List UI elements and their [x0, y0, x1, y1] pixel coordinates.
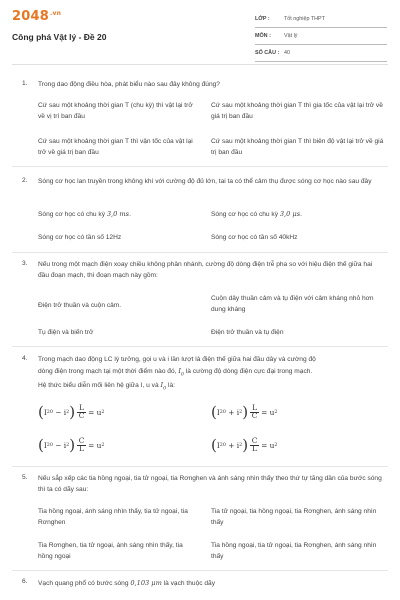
answer-option-d[interactable]: Điện trở thuần và tụ điện [211, 329, 284, 336]
answer-option-c[interactable]: ( I 2 0 − i 2 ) $\frac{C}{L}$ = u 2 [38, 435, 105, 454]
question-number: 3. [22, 260, 28, 267]
answer-option-c[interactable]: Cứ sau một khoảng thời gian T thì vận tốc của vật lại trở về giá trị ban đầu [38, 138, 193, 156]
answer-option-b[interactable]: Cuộn dây thuần cảm và tụ điện với cảm kháng nhỏ hơn dung kháng [211, 295, 374, 313]
meta-value: 40 [284, 50, 290, 56]
meta-key: SỐ CÂU : [255, 50, 280, 56]
option-text-end: . [300, 211, 302, 218]
meta-key: LỚP : [255, 16, 270, 22]
fraction: $\frac{C}{L}$ [78, 435, 85, 454]
logo-main: 2048 [12, 9, 49, 24]
fraction: $\frac{C}{L}$ [251, 435, 258, 454]
question-math: 0,103 μm [130, 579, 162, 587]
question-text-part: Vạch quang phổ có bước sóng [38, 580, 131, 587]
answer-option-a[interactable] [38, 209, 198, 220]
question-number: 1. [22, 80, 28, 87]
question-divider [12, 346, 388, 347]
question-text-line: là cường độ dòng điện cực đại trong mạch. [183, 367, 313, 375]
meta-value: Tốt nghiệp THPT [284, 16, 325, 22]
question-divider [12, 466, 388, 467]
meta-value: Vật lý [284, 33, 298, 39]
exam-meta [255, 14, 387, 65]
question-number: 5. [22, 474, 28, 481]
question-text: Nếu trong một mạch điện xoay chiều không phân nhánh, cường độ dòng điện trễ pha so với hiệu điện thế giữa hai đầu đoạn mạch, thì đoạn mạch này gồm: [38, 261, 373, 279]
header-divider [12, 64, 388, 65]
option-math: 3,0 μs [279, 210, 301, 218]
option-text: Sóng cơ học có chu kỳ [211, 211, 280, 218]
question-divider [12, 570, 388, 571]
fraction: $\frac{L}{C}$ [78, 402, 85, 421]
question-number: 6. [22, 578, 28, 585]
option-text-end: . [129, 211, 131, 218]
answer-option-b[interactable] [211, 209, 386, 220]
question-number: 4. [22, 355, 28, 362]
answer-option-a[interactable]: Cứ sau một khoảng thời gian T (chu kỳ) thì vật lại trở về vị trí ban đầu [38, 102, 193, 120]
question-divider [12, 166, 388, 167]
answer-option-d[interactable]: Cứ sau một khoảng thời gian T thì biên độ vật lại trở về giá trị ban đầu [211, 138, 384, 156]
question-text [38, 355, 383, 395]
question-text-line: dòng điện trong mạch tại một thời điểm nào đó, [38, 367, 179, 375]
question-text: Trong dao động điều hòa, phát biểu nào sau đây không đúng? [38, 81, 220, 88]
answer-option-a[interactable]: Điện trở thuần và cuộn cảm. [38, 302, 122, 309]
logo[interactable] [12, 9, 61, 24]
option-text: Sóng cơ học có chu kỳ [38, 211, 107, 218]
answer-option-b[interactable]: ( I 2 0 + i 2 ) $\frac{L}{C}$ = u 2 [211, 402, 278, 421]
question-text-line: Trong mạch dao động LC lý tưởng, gọi u và i lần lượt là điện thế giữa hai đầu dây và cường độ [38, 356, 316, 363]
logo-sub: .vn [49, 9, 62, 17]
answer-option-c[interactable]: Sóng cơ học có tần số 12Hz [38, 234, 122, 241]
question-divider [12, 252, 388, 253]
meta-row-count [255, 48, 387, 62]
answer-option-d[interactable]: ( I 2 0 + i 2 ) $\frac{C}{L}$ = u 2 [211, 435, 278, 454]
question-text-line: Hệ thức biểu diễn mối liên hệ giữa I, u và [38, 382, 161, 390]
answer-option-d[interactable]: Tia hồng ngoại, tia tử ngoại, tia Rơnghen, ánh sáng nhìn thấy [211, 542, 377, 560]
answer-option-a[interactable]: ( I 2 0 − i 2 ) $\frac{L}{C}$ = u 2 [38, 402, 105, 421]
meta-row-subject [255, 31, 387, 45]
question-number: 2. [22, 177, 28, 184]
page-title: Công phá Vật lý - Đề 20 [12, 32, 107, 42]
header [0, 0, 400, 62]
question-text-part: là vạch thuộc dãy [161, 580, 215, 587]
question-text: Nếu sắp xếp các tia hồng ngoại, tia tử ngoại, tia Rơnghen và ánh sáng nhìn thấy theo thứ tự tăng dần của bước sóng thì ta có dãy sau: [38, 475, 382, 493]
question-text: Sóng cơ học lan truyền trong không khí với cường độ đủ lớn, tai ta có thể cảm thụ được sóng cơ học nào sau đây [38, 178, 372, 185]
question-text [38, 578, 383, 590]
i0-symbol: $I_0$ [160, 381, 167, 392]
answer-option-b[interactable]: Cứ sau một khoảng thời gian T thì gia tốc của vật lại trở về giá trị ban đầu [211, 102, 383, 120]
meta-row-class [255, 14, 387, 28]
answer-option-d[interactable]: Sóng cơ học có tần số 40kHz [211, 234, 298, 241]
answer-option-a[interactable]: Tia hồng ngoại, ánh sáng nhìn thấy, tia tử ngoại, tia Rơnghen [38, 508, 188, 526]
i0-symbol: $I_0$ [178, 366, 184, 377]
option-math: 3,0 ms [106, 210, 130, 218]
answer-option-b[interactable]: Tia tử ngoại, tia hồng ngoại, tia Rơnghen, ánh sáng nhìn thấy [211, 508, 377, 526]
fraction: $\frac{L}{C}$ [251, 402, 258, 421]
answer-option-c[interactable]: Tia Rơnghen, tia tử ngoại, ánh sáng nhìn thấy, tia hồng ngoại [38, 542, 183, 560]
question-text-line: là: [166, 382, 175, 390]
answer-option-c[interactable]: Tụ điện và biến trở [38, 329, 94, 336]
meta-key: MÔN : [255, 33, 271, 39]
